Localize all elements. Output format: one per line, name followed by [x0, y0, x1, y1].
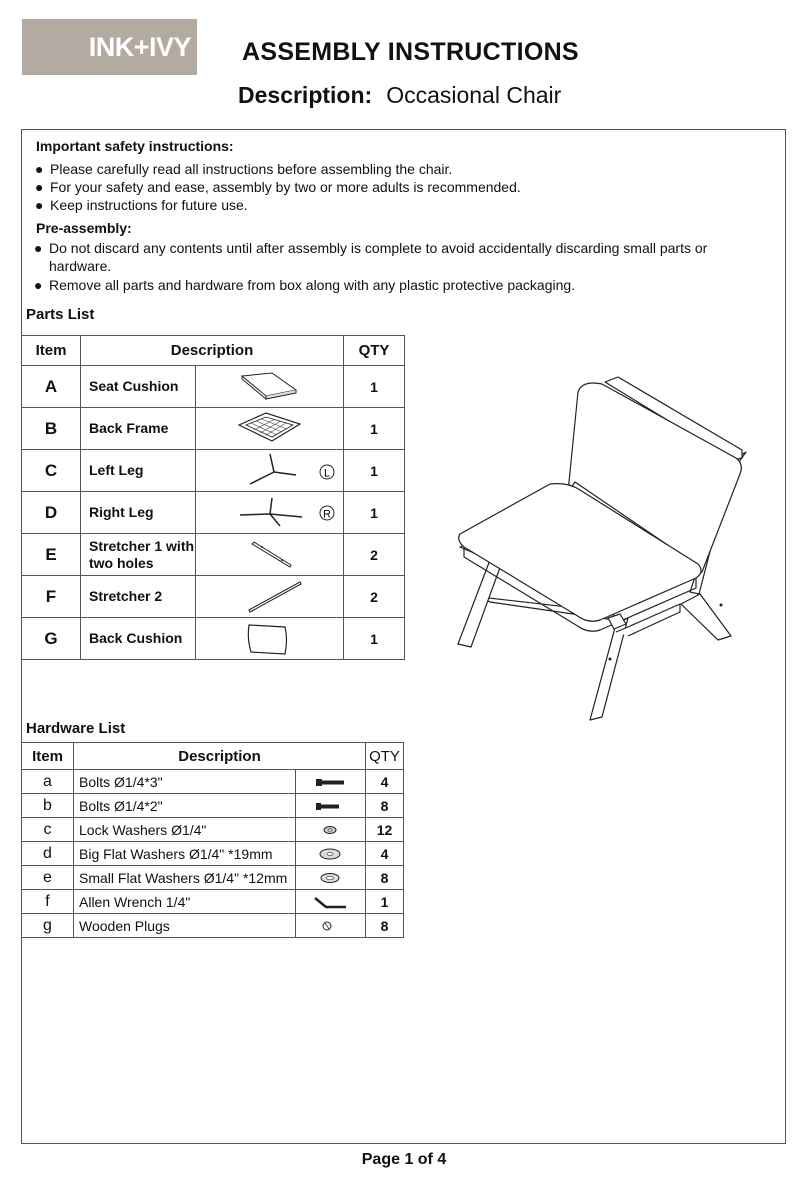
pre-assembly-heading: Pre-assembly:	[36, 220, 132, 236]
hardware-item-letter: g	[22, 914, 74, 938]
page-number: Page 1 of 4	[361, 1151, 447, 1168]
page-title: ASSEMBLY INSTRUCTIONS	[242, 38, 579, 66]
left-leg-icon	[196, 450, 344, 492]
hardware-name: Bolts Ø1/4*3"	[74, 770, 296, 794]
table-row	[22, 408, 405, 450]
part-qty: 1	[344, 450, 405, 492]
hardware-item-letter: e	[22, 866, 74, 890]
hardware-header-item: Item	[22, 743, 74, 770]
hardware-list-title: Hardware List	[26, 720, 126, 737]
hardware-qty: 8	[366, 866, 404, 890]
safety-item: ● For your safety and ease, assembly by two or more adults is recommended.	[35, 179, 521, 195]
parts-list-title: Parts List	[26, 306, 95, 323]
seat-cushion-icon	[196, 366, 344, 408]
chair-illustration	[450, 372, 760, 732]
table-row	[22, 576, 405, 618]
table-row	[22, 914, 404, 938]
part-name: Left Leg	[81, 450, 196, 492]
hardware-qty: 1	[366, 890, 404, 914]
hardware-header-description: Description	[74, 743, 366, 770]
hardware-qty: 8	[366, 794, 404, 818]
short-bolt-icon	[296, 794, 366, 818]
part-item-letter: B	[22, 408, 81, 450]
parts-header-description: Description	[81, 336, 344, 366]
hardware-item-letter: a	[22, 770, 74, 794]
part-item-letter: D	[22, 492, 81, 534]
parts-header-qty: QTY	[344, 336, 405, 366]
back-frame-icon	[196, 408, 344, 450]
part-name: Seat Cushion	[81, 366, 196, 408]
hardware-qty: 4	[366, 842, 404, 866]
description-line	[238, 82, 561, 109]
hardware-header-row	[22, 743, 404, 770]
stretcher-2-icon	[196, 576, 344, 618]
brand-logo-text: INK+IVY	[88, 31, 191, 62]
safety-item: ● Keep instructions for future use.	[35, 197, 248, 213]
table-row	[22, 866, 404, 890]
safety-item: ● Please carefully read all instructions before assembling the chair.	[35, 161, 453, 177]
allen-wrench-icon	[296, 890, 366, 914]
part-item-letter: E	[22, 534, 81, 576]
table-row	[22, 366, 405, 408]
part-item-letter: G	[22, 618, 81, 660]
part-qty: 1	[344, 408, 405, 450]
part-name: Stretcher 2	[81, 576, 196, 618]
part-name: Back Cushion	[81, 618, 196, 660]
hardware-name: Lock Washers Ø1/4"	[74, 818, 296, 842]
hardware-name: Wooden Plugs	[74, 914, 296, 938]
hardware-qty: 8	[366, 914, 404, 938]
part-qty: 2	[344, 534, 405, 576]
part-qty: 1	[344, 366, 405, 408]
table-row	[22, 794, 404, 818]
table-row	[22, 450, 405, 492]
part-qty: 1	[344, 492, 405, 534]
hardware-item-letter: c	[22, 818, 74, 842]
hardware-item-letter: f	[22, 890, 74, 914]
table-row	[22, 842, 404, 866]
brand-logo	[22, 19, 197, 75]
description-value: Occasional Chair	[386, 82, 562, 108]
part-qty: 2	[344, 576, 405, 618]
hardware-name: Allen Wrench 1/4"	[74, 890, 296, 914]
wooden-plug-icon	[296, 914, 366, 938]
part-name: Back Frame	[81, 408, 196, 450]
table-row	[22, 818, 404, 842]
table-row	[22, 890, 404, 914]
hardware-qty: 4	[366, 770, 404, 794]
table-row	[22, 534, 405, 576]
leg-marker-L: L	[323, 467, 331, 480]
big-flat-washer-icon	[296, 842, 366, 866]
parts-table	[21, 335, 405, 660]
hardware-table	[21, 742, 404, 938]
parts-header-item: Item	[22, 336, 81, 366]
hardware-name: Big Flat Washers Ø1/4" *19mm	[74, 842, 296, 866]
hardware-item-letter: d	[22, 842, 74, 866]
hardware-header-qty: QTY	[366, 743, 404, 770]
stretcher-1-icon	[196, 534, 344, 576]
hardware-name: Bolts Ø1/4*2"	[74, 794, 296, 818]
hardware-name: Small Flat Washers Ø1/4" *12mm	[74, 866, 296, 890]
description-label: Description:	[238, 82, 373, 108]
pre-assembly-item: ● Do not discard any contents until after assembly is complete to avoid accidentally discarding small parts or hardware.	[34, 240, 708, 274]
parts-header-row	[22, 336, 405, 366]
hardware-qty: 12	[366, 818, 404, 842]
table-row	[22, 770, 404, 794]
long-bolt-icon	[296, 770, 366, 794]
part-item-letter: A	[22, 366, 81, 408]
table-row	[22, 492, 405, 534]
hardware-item-letter: b	[22, 794, 74, 818]
right-leg-icon	[196, 492, 344, 534]
table-row	[22, 618, 405, 660]
pre-assembly-item: ● Remove all parts and hardware from box along with any plastic protective packaging.	[34, 277, 576, 293]
part-name: Stretcher 1 with two holes	[81, 534, 196, 576]
lock-washer-icon	[296, 818, 366, 842]
safety-heading: Important safety instructions:	[36, 138, 234, 154]
small-flat-washer-icon	[296, 866, 366, 890]
back-cushion-icon	[196, 618, 344, 660]
part-item-letter: F	[22, 576, 81, 618]
part-item-letter: C	[22, 450, 81, 492]
part-name: Right Leg	[81, 492, 196, 534]
part-qty: 1	[344, 618, 405, 660]
leg-marker-R: R	[323, 508, 331, 521]
